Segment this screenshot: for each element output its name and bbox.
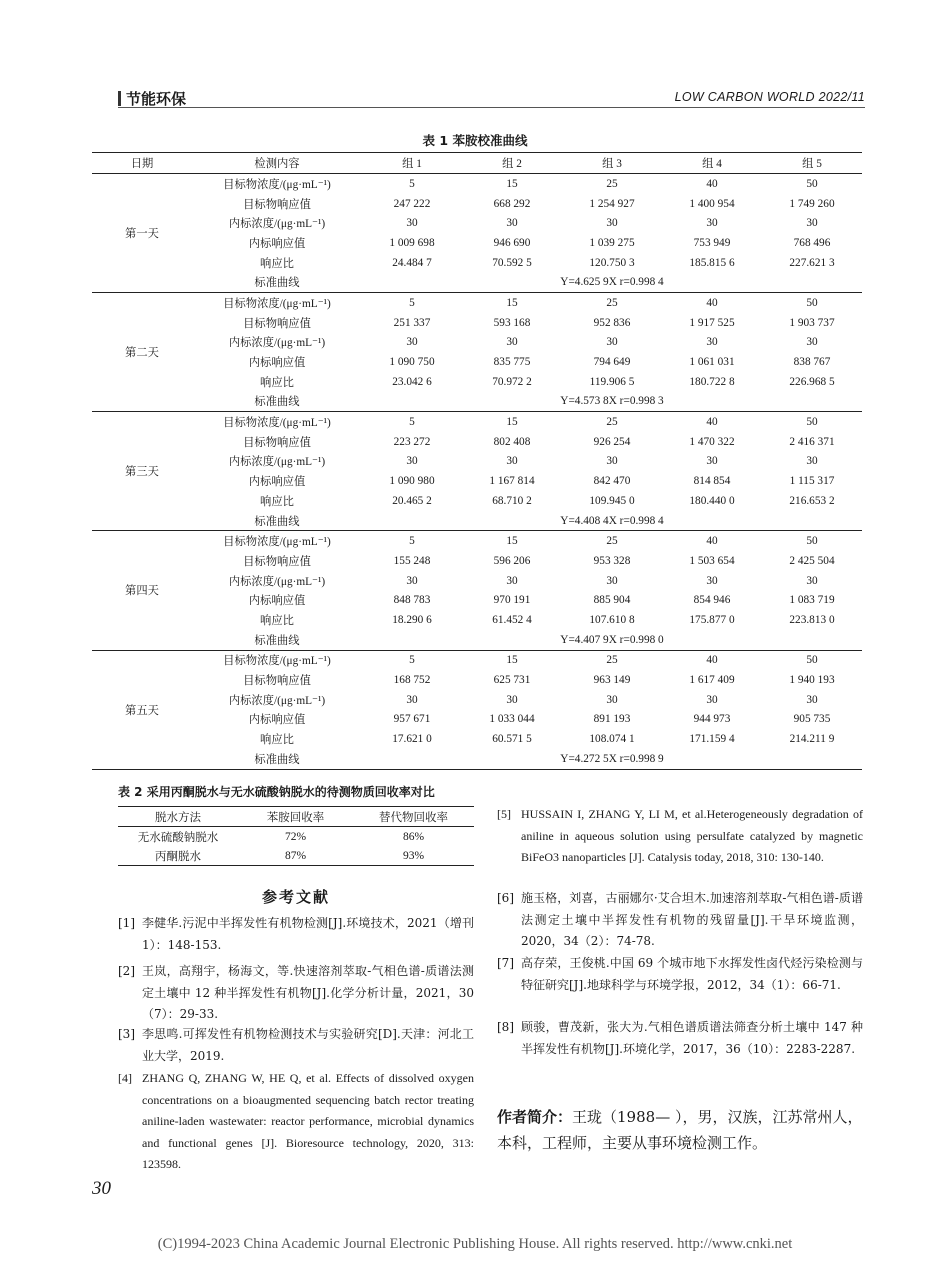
- value-cell: 835 775: [493, 356, 531, 369]
- value-cell: 15: [506, 535, 518, 548]
- row-label-cell: 目标物浓度/(μg·mL⁻¹): [223, 297, 331, 310]
- table-cell: 72%: [284, 830, 307, 843]
- value-cell: 953 328: [593, 554, 631, 567]
- table-cell: 87%: [238, 846, 353, 866]
- value-cell: 68.710 2: [492, 494, 532, 507]
- row-label-cell: 内标响应值: [248, 595, 306, 608]
- value-cell: 1 400 954: [689, 197, 735, 210]
- row-label-cell: 目标物浓度/(μg·mL⁻¹): [223, 655, 331, 668]
- value-cell: 175.877 0: [689, 613, 735, 626]
- row-label-cell: 目标物响应值: [243, 317, 311, 330]
- table1-caption: 表 1 苯胺校准曲线: [422, 133, 528, 148]
- value-cell: 768 496: [793, 236, 831, 249]
- table-row: [92, 610, 862, 630]
- value-cell: 15: [506, 416, 518, 429]
- column-header: 组 5: [762, 153, 862, 174]
- value-cell: 216.653 2: [789, 494, 835, 507]
- reference-text: ZHANG Q, ZHANG W, HE Q, et al. Effects of dissolved oxygen concentrations on a bioaugmented sequencing batch rector treating aniline-laden wastewater: reactor performance, microbial dynamics and functional genes [J]. Bioresource technology, 2020, 313: 123598.: [142, 1071, 474, 1171]
- value-cell: 814 854: [693, 475, 731, 488]
- value-cell: 952 836: [593, 316, 631, 329]
- value-cell: 18.290 6: [392, 613, 432, 626]
- value-cell: 625 731: [493, 674, 531, 687]
- value-cell: 1 254 927: [589, 197, 635, 210]
- row-label-cell: 内标浓度/(μg·mL⁻¹): [228, 575, 326, 588]
- day-cell: 第二天: [92, 293, 192, 412]
- value-cell: 185.815 6: [689, 256, 735, 269]
- value-cell: 944 973: [693, 713, 731, 726]
- value-cell: 30: [606, 336, 618, 349]
- curve-equation-cell: Y=4.625 9X r=0.998 4: [362, 272, 862, 292]
- reference-item: [118, 1024, 474, 1067]
- value-cell: 1 903 737: [789, 316, 835, 329]
- value-cell: 30: [706, 455, 718, 468]
- value-cell: 30: [506, 336, 518, 349]
- value-cell: 926 254: [593, 435, 631, 448]
- calibration-table: [92, 152, 862, 770]
- table-row: [92, 293, 862, 313]
- row-label-cell: 标准曲线: [192, 749, 362, 769]
- curve-equation-cell: Y=4.573 8X r=0.998 3: [362, 392, 862, 412]
- value-cell: 227.621 3: [789, 256, 835, 269]
- value-cell: 15: [506, 654, 518, 667]
- column-header: 组 2: [462, 153, 562, 174]
- reference-number: [4]: [118, 1071, 132, 1085]
- value-cell: 226.968 5: [789, 375, 835, 388]
- row-label-cell: 内标浓度/(μg·mL⁻¹): [228, 218, 326, 231]
- reference-item: [118, 913, 474, 956]
- value-cell: 854 946: [693, 594, 731, 607]
- day-cell: 第五天: [92, 650, 192, 769]
- value-cell: 753 949: [693, 236, 731, 249]
- row-label-cell: 标准曲线: [192, 272, 362, 292]
- row-label-cell: 内标响应值: [248, 476, 306, 489]
- value-cell: 180.722 8: [689, 375, 735, 388]
- value-cell: 905 735: [793, 713, 831, 726]
- value-cell: 5: [409, 416, 415, 429]
- value-cell: 1 115 317: [789, 475, 835, 488]
- value-cell: 1 617 409: [689, 674, 735, 687]
- value-cell: 30: [406, 455, 418, 468]
- row-label-cell: 内标浓度/(μg·mL⁻¹): [228, 456, 326, 469]
- value-cell: 30: [506, 455, 518, 468]
- value-cell: 120.750 3: [589, 256, 635, 269]
- day-cell: 第一天: [92, 174, 192, 293]
- row-label-cell: 目标物浓度/(μg·mL⁻¹): [223, 178, 331, 191]
- value-cell: 40: [706, 296, 718, 309]
- value-cell: 30: [506, 574, 518, 587]
- column-header: 检测内容: [192, 153, 362, 174]
- value-cell: 214.211 9: [789, 733, 835, 746]
- value-cell: 596 206: [493, 554, 531, 567]
- reference-number: [8]: [497, 1020, 514, 1034]
- value-cell: 957 671: [393, 713, 431, 726]
- value-cell: 30: [706, 336, 718, 349]
- value-cell: 119.906 5: [589, 375, 635, 388]
- value-cell: 171.159 4: [689, 733, 735, 746]
- value-cell: 30: [806, 693, 818, 706]
- value-cell: 838 767: [793, 356, 831, 369]
- table-row: [92, 630, 862, 650]
- column-header: 组 3: [562, 153, 662, 174]
- value-cell: 15: [506, 177, 518, 190]
- curve-equation-cell: Y=4.407 9X r=0.998 0: [362, 630, 862, 650]
- value-cell: 30: [606, 574, 618, 587]
- value-cell: 5: [409, 535, 415, 548]
- value-cell: 109.945 0: [589, 494, 635, 507]
- value-cell: 60.571 5: [492, 733, 532, 746]
- day-cell: 第三天: [92, 412, 192, 531]
- table-row: [92, 749, 862, 769]
- value-cell: 107.610 8: [589, 613, 635, 626]
- row-label-cell: 目标物响应值: [243, 555, 311, 568]
- value-cell: 30: [706, 574, 718, 587]
- reference-number: [1]: [118, 916, 135, 930]
- calibration-table-body: [92, 174, 862, 770]
- value-cell: 25: [606, 416, 618, 429]
- page-number: 30: [92, 1178, 111, 1199]
- value-cell: 70.592 5: [492, 256, 532, 269]
- table-row: [92, 333, 862, 353]
- value-cell: 30: [806, 455, 818, 468]
- table-row: [92, 194, 862, 214]
- section-title: 节能环保: [126, 90, 187, 108]
- curve-equation-cell: Y=4.272 5X r=0.998 9: [362, 749, 862, 769]
- value-cell: 23.042 6: [392, 375, 432, 388]
- row-label-cell: 响应比: [260, 376, 294, 389]
- reference-item: [118, 961, 474, 1026]
- section-bar: [118, 91, 121, 106]
- value-cell: 20.465 2: [392, 494, 432, 507]
- row-label-cell: 响应比: [260, 614, 294, 627]
- table-row: [92, 590, 862, 610]
- value-cell: 30: [506, 217, 518, 230]
- table-row: [92, 392, 862, 412]
- value-cell: 30: [606, 217, 618, 230]
- value-cell: 25: [606, 296, 618, 309]
- table-row: [92, 213, 862, 233]
- value-cell: 1 039 275: [589, 236, 635, 249]
- value-cell: 40: [706, 535, 718, 548]
- table-row: [92, 650, 862, 670]
- table-row: [118, 846, 474, 866]
- value-cell: 963 149: [593, 674, 631, 687]
- value-cell: 251 337: [393, 316, 431, 329]
- row-label-cell: 内标响应值: [248, 357, 306, 370]
- table-cell: 86%: [402, 830, 425, 843]
- value-cell: 2 425 504: [789, 554, 835, 567]
- table-row: [92, 313, 862, 333]
- column-header: 苯胺回收率: [238, 807, 353, 827]
- reference-item: [497, 1017, 863, 1060]
- copyright-footer: (C)1994-2023 China Academic Journal Electronic Publishing House. All rights reserved. http://www.cnki.net: [157, 1236, 793, 1252]
- value-cell: 50: [806, 535, 818, 548]
- value-cell: 30: [406, 336, 418, 349]
- row-label-cell: 内标浓度/(μg·mL⁻¹): [228, 694, 326, 707]
- value-cell: 50: [806, 416, 818, 429]
- value-cell: 1 033 044: [489, 713, 535, 726]
- table-row: [92, 272, 862, 292]
- row-label-cell: 目标物响应值: [243, 436, 311, 449]
- author-bio: [497, 1104, 865, 1156]
- value-cell: 1 749 260: [789, 197, 835, 210]
- value-cell: 1 167 814: [489, 475, 535, 488]
- value-cell: 794 649: [593, 356, 631, 369]
- table-header-row: [118, 807, 474, 827]
- value-cell: 223.813 0: [789, 613, 835, 626]
- row-label-cell: 响应比: [260, 257, 294, 270]
- value-cell: 30: [806, 217, 818, 230]
- value-cell: 50: [806, 654, 818, 667]
- value-cell: 946 690: [493, 236, 531, 249]
- value-cell: 247 222: [393, 197, 431, 210]
- table-row: [92, 690, 862, 710]
- table-row: [92, 432, 862, 452]
- value-cell: 1 470 322: [689, 435, 735, 448]
- reference-number: [3]: [118, 1027, 135, 1041]
- table-row: [92, 412, 862, 432]
- value-cell: 40: [706, 177, 718, 190]
- table-row: [92, 233, 862, 253]
- table-row: [92, 253, 862, 273]
- value-cell: 30: [406, 693, 418, 706]
- reference-text: 王岚，高翔宇，杨海文，等.快速溶剂萃取-气相色谱-质谱法测定土壤中 12 种半挥发性有机物[J].化学分析计量，2021，30（7）：29-33.: [142, 964, 474, 1021]
- table-row: [92, 531, 862, 551]
- table-row: [92, 491, 862, 511]
- table-row: [92, 670, 862, 690]
- value-cell: 30: [706, 693, 718, 706]
- value-cell: 1 090 750: [389, 356, 435, 369]
- row-label-cell: 标准曲线: [192, 392, 362, 412]
- value-cell: 2 416 371: [789, 435, 835, 448]
- value-cell: 30: [806, 336, 818, 349]
- reference-text: 李健华.污泥中半挥发性有机物检测[J].环境技术，2021（增刊 1）：148-153.: [142, 916, 474, 952]
- table-row: [92, 452, 862, 472]
- table-row: [92, 174, 862, 194]
- references-title: 参考文献: [261, 888, 330, 906]
- table-row: [92, 511, 862, 531]
- table-cell: 无水硫酸钠脱水: [137, 831, 219, 844]
- value-cell: 30: [406, 574, 418, 587]
- value-cell: 15: [506, 296, 518, 309]
- row-label-cell: 响应比: [260, 495, 294, 508]
- table2-caption: 表 2 采用丙酮脱水与无水硫酸钠脱水的待测物质回收率对比: [118, 785, 435, 799]
- reference-number: [7]: [497, 956, 514, 970]
- row-label-cell: 目标物浓度/(μg·mL⁻¹): [223, 536, 331, 549]
- value-cell: 802 408: [493, 435, 531, 448]
- table-header-row: [92, 153, 862, 174]
- value-cell: 25: [606, 535, 618, 548]
- value-cell: 970 191: [493, 594, 531, 607]
- value-cell: 668 292: [493, 197, 531, 210]
- table-row: [92, 471, 862, 491]
- value-cell: 17.621 0: [392, 733, 432, 746]
- column-header: 组 4: [662, 153, 762, 174]
- value-cell: 1 083 719: [789, 594, 835, 607]
- value-cell: 50: [806, 177, 818, 190]
- reference-text: 高存荣，王俊桃.中国 69 个城市地下水挥发性卤代烃污染检测与特征研究[J].地球科学与环境学报，2012，34（1）：66-71.: [521, 956, 863, 992]
- row-label-cell: 目标物响应值: [243, 198, 311, 211]
- value-cell: 70.972 2: [492, 375, 532, 388]
- table-cell: 丙酮脱水: [118, 846, 238, 866]
- value-cell: 61.452 4: [492, 613, 532, 626]
- value-cell: 30: [706, 217, 718, 230]
- value-cell: 1 503 654: [689, 554, 735, 567]
- reference-number: [5]: [497, 807, 511, 821]
- value-cell: 5: [409, 654, 415, 667]
- value-cell: 1 061 031: [689, 356, 735, 369]
- value-cell: 5: [409, 177, 415, 190]
- reference-text: 顾骏，曹茂新，张大为.气相色谱质谱法筛查分析土壤中 147 种半挥发性有机物[J].环境化学，2017，36（10）：2283-2287.: [521, 1020, 863, 1056]
- value-cell: 593 168: [493, 316, 531, 329]
- value-cell: 30: [406, 217, 418, 230]
- curve-equation-cell: Y=4.408 4X r=0.998 4: [362, 511, 862, 531]
- value-cell: 30: [506, 693, 518, 706]
- value-cell: 1 917 525: [689, 316, 735, 329]
- value-cell: 5: [409, 296, 415, 309]
- value-cell: 24.484 7: [392, 256, 432, 269]
- value-cell: 891 193: [593, 713, 631, 726]
- value-cell: 30: [606, 693, 618, 706]
- value-cell: 30: [606, 455, 618, 468]
- value-cell: 848 783: [393, 594, 431, 607]
- table-row: [118, 827, 474, 847]
- value-cell: 40: [706, 654, 718, 667]
- day-cell: 第四天: [92, 531, 192, 650]
- journal-name: LOW CARBON WORLD 2022/11: [674, 90, 865, 104]
- table-row: [92, 551, 862, 571]
- row-label-cell: 标准曲线: [192, 630, 362, 650]
- value-cell: 108.074 1: [589, 733, 635, 746]
- value-cell: 842 470: [593, 475, 631, 488]
- row-label-cell: 目标物浓度/(μg·mL⁻¹): [223, 417, 331, 430]
- reference-item: [497, 953, 863, 996]
- reference-text: 施玉格，刘喜，古丽娜尔·艾合坦木.加速溶剂萃取-气相色谱-质谱法测定土壤中半挥发性有机物的残留量[J].干旱环境监测，2020，34（2）：74-78.: [521, 891, 863, 948]
- reference-number: [6]: [497, 891, 514, 905]
- value-cell: 1 940 193: [789, 674, 835, 687]
- table-row: [92, 571, 862, 591]
- value-cell: 168 752: [393, 674, 431, 687]
- value-cell: 25: [606, 654, 618, 667]
- row-label-cell: 内标响应值: [248, 714, 306, 727]
- reference-item: [497, 804, 863, 869]
- table-row: [92, 729, 862, 749]
- header-rule: [118, 107, 865, 108]
- row-label-cell: 目标物响应值: [243, 675, 311, 688]
- reference-item: [497, 888, 863, 953]
- recovery-table: [118, 806, 474, 866]
- author-bio-text: 王珑（1988— ），男，汉族，江苏常州人，本科，工程师，主要从事环境检测工作。: [497, 1108, 863, 1152]
- table-row: [92, 372, 862, 392]
- column-header: 替代物回收率: [353, 807, 474, 827]
- reference-text: 李思鸣.可挥发性有机物检测技术与实验研究[D].天津：河北工业大学，2019.: [142, 1027, 474, 1063]
- journal-section: [118, 88, 186, 109]
- value-cell: 180.440 0: [689, 494, 735, 507]
- table-cell: 93%: [353, 846, 474, 866]
- value-cell: 1 090 980: [389, 475, 435, 488]
- table-row: [92, 710, 862, 730]
- column-header: 组 1: [362, 153, 462, 174]
- table-row: [92, 352, 862, 372]
- row-label-cell: 内标响应值: [248, 237, 306, 250]
- column-header: 日期: [92, 153, 192, 174]
- value-cell: 50: [806, 296, 818, 309]
- row-label-cell: 响应比: [260, 734, 294, 747]
- value-cell: 25: [606, 177, 618, 190]
- row-label-cell: 内标浓度/(μg·mL⁻¹): [228, 337, 326, 350]
- value-cell: 155 248: [393, 554, 431, 567]
- row-label-cell: 标准曲线: [192, 511, 362, 531]
- value-cell: 40: [706, 416, 718, 429]
- column-header: 脱水方法: [118, 807, 238, 827]
- value-cell: 885 904: [593, 594, 631, 607]
- reference-text: HUSSAIN I, ZHANG Y, LI M, et al.Heterogeneously degradation of aniline in aqueous solution using persulfate catalyzed by magnetic BiFeO3 nanoparticles [J]. Catalysis today, 2018, 310: 130-140.: [521, 807, 863, 864]
- reference-item: [118, 1068, 474, 1176]
- value-cell: 223 272: [393, 435, 431, 448]
- value-cell: 30: [806, 574, 818, 587]
- author-bio-label: 作者简介：: [497, 1108, 573, 1126]
- value-cell: 1 009 698: [389, 236, 435, 249]
- reference-number: [2]: [118, 964, 135, 978]
